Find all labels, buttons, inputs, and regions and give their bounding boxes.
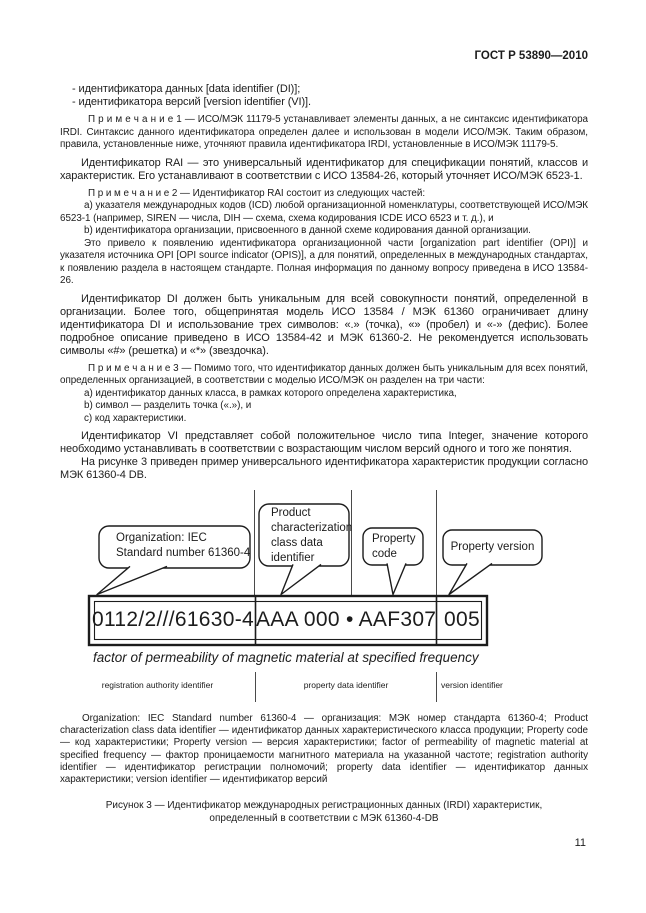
page-number: 11 [574,837,586,850]
code-cell-registration-authority: 0112/2///61630-4 [91,608,255,631]
note-1: П р и м е ч а н и е 1 — ИСО/МЭК 11179-5 устанавливает элементы данных, а не синтаксис идентификатора IRDI. Синтаксис данного идентификатора определен далее и использован в модели ИСО/МЭК. Таким образом, правила, установленные ниже, уточняют правила идентификатора IRDI, установленные в ИСО/МЭК 11179-5. [60,114,588,150]
paragraph-rai: Идентификатор RAI — это универсальный идентификатор для спецификации понятий, классов и характеристик. Его устанавливают в соответствии с ИСО 13584-26, который уточняет ИСО/МЭК 6523-1. [60,156,588,182]
note-2-item-b: b) идентификатора организации, присвоенного в данной схеме кодирования данной организации. [84,225,531,236]
segment-label-registration-authority: registration authority identifier [101,680,214,690]
figure-legend: Organization: IEC Standard number 61360-4 — организация: МЭК номер стандарта 61360-4; Product characterization class data identifier — идентификатор данных характеристического класса продукции; Property code — код характеристики; Property version — версия характеристики; factor of permeability of magnetic material at specified frequency — фактор проницаемости магнитного материала на указанной частоте; registration authority identifier — идентификатор регистрации полномочий; property data identifier — идентификатор данных характеристики; version identifier — идентификатор версий [60,713,588,786]
callout-organization-text: Organization: IEC Standard number 61360-4 [116,532,251,559]
note-2 [60,188,588,288]
paragraph-vi: Идентификатор VI представляет собой положительное число типа Integer, значение которого необходимо устанавливать в соответствии с возрастающим числом версий одного и того же понятия. [60,430,588,455]
figure-caption [60,800,588,825]
note-2-item-a: a) указателя международных кодов (ICD) любой организационной номенклатуры, соответствующей ИСО/МЭК 6523-1 (например, SIREN — числа, DIH — схема, схема кодирования ICDE ИСО 6523 и т. д.), и [60,200,588,224]
callout-property-code-text: Property code [372,533,416,560]
note-3-item-b: b) символ — разделить точка («.»), и [84,400,252,411]
figure-caption-line2: определенный в соответствии с МЭК 61360-4-DB [209,812,439,824]
callout-property-version-text: Property version [450,541,535,553]
code-cell-version: 005 [444,608,480,631]
paragraph-di: Идентификатор DI должен быть уникальным для всей совокупности понятий, определенной в организации. Более того, общепринятая модель ИСО 13584 / МЭК 61360 ограничивает длину идентификатора DI и использование трех символов: «.» (точка), «» (пробел) и «-» (дефис). Более подробное описание приведено в ИСО 13584-42 и МЭК 61360-2. Не рекомендуется использовать символы «#» (решетка) и «*» (звездочка). [60,292,588,357]
callout-class-identifier-text: Product characterization class data identifier [271,507,353,564]
note-3 [60,363,588,426]
page-header-standard-number: ГОСТ Р 53890—2010 [474,50,588,62]
figure-irdi-diagram [60,490,588,705]
note-3-item-c: c) код характеристики. [84,412,187,424]
figure-caption-line1: Рисунок 3 — Идентификатор международных регистрационных данных (IRDI) характеристик, [105,800,543,812]
note-2-intro: П р и м е ч а н и е 2 — Идентификатор RAI состоит из следующих частей: [88,187,426,199]
property-definition-caption: factor of permeability of magnetic material at specified frequency [93,650,479,665]
note-2-outro: Это привело к появлению идентификатора организационной части [organization part identifier (OPI)] и указателя источника OPI [OPI source indicator (OPIS)], а для понятий, определенных в международных стандартах, к появлению раздела в настоящем стандарте. Полная информация по данному вопросу приведена в ИСО 13584-26. [60,237,588,286]
note-3-intro: П р и м е ч а н и е 3 — Помимо того, что идентификатор данных должен быть уникальным для всех понятий, определенных организацией, в соответствии с моделью ИСО/МЭК он разделен на три части: [60,362,588,386]
segment-label-version: version identifier [441,680,503,690]
segment-label-property-data: property data identifier [303,680,389,690]
code-cell-property-data: AAA 000 • AAF307 [256,608,437,631]
list-item-data-identifier: - идентификатора данных [data identifier (DI)]; [72,83,301,95]
note-3-item-a: a) идентификатор данных класса, в рамках которого определена характеристика, [84,387,457,399]
list-item-version-identifier: - идентификатора версий [version identifier (VI)]. [72,96,311,108]
paragraph-figure-reference: На рисунке 3 приведен пример универсального идентификатора характеристик продукции согласно МЭК 61360-4 DB. [60,456,588,481]
